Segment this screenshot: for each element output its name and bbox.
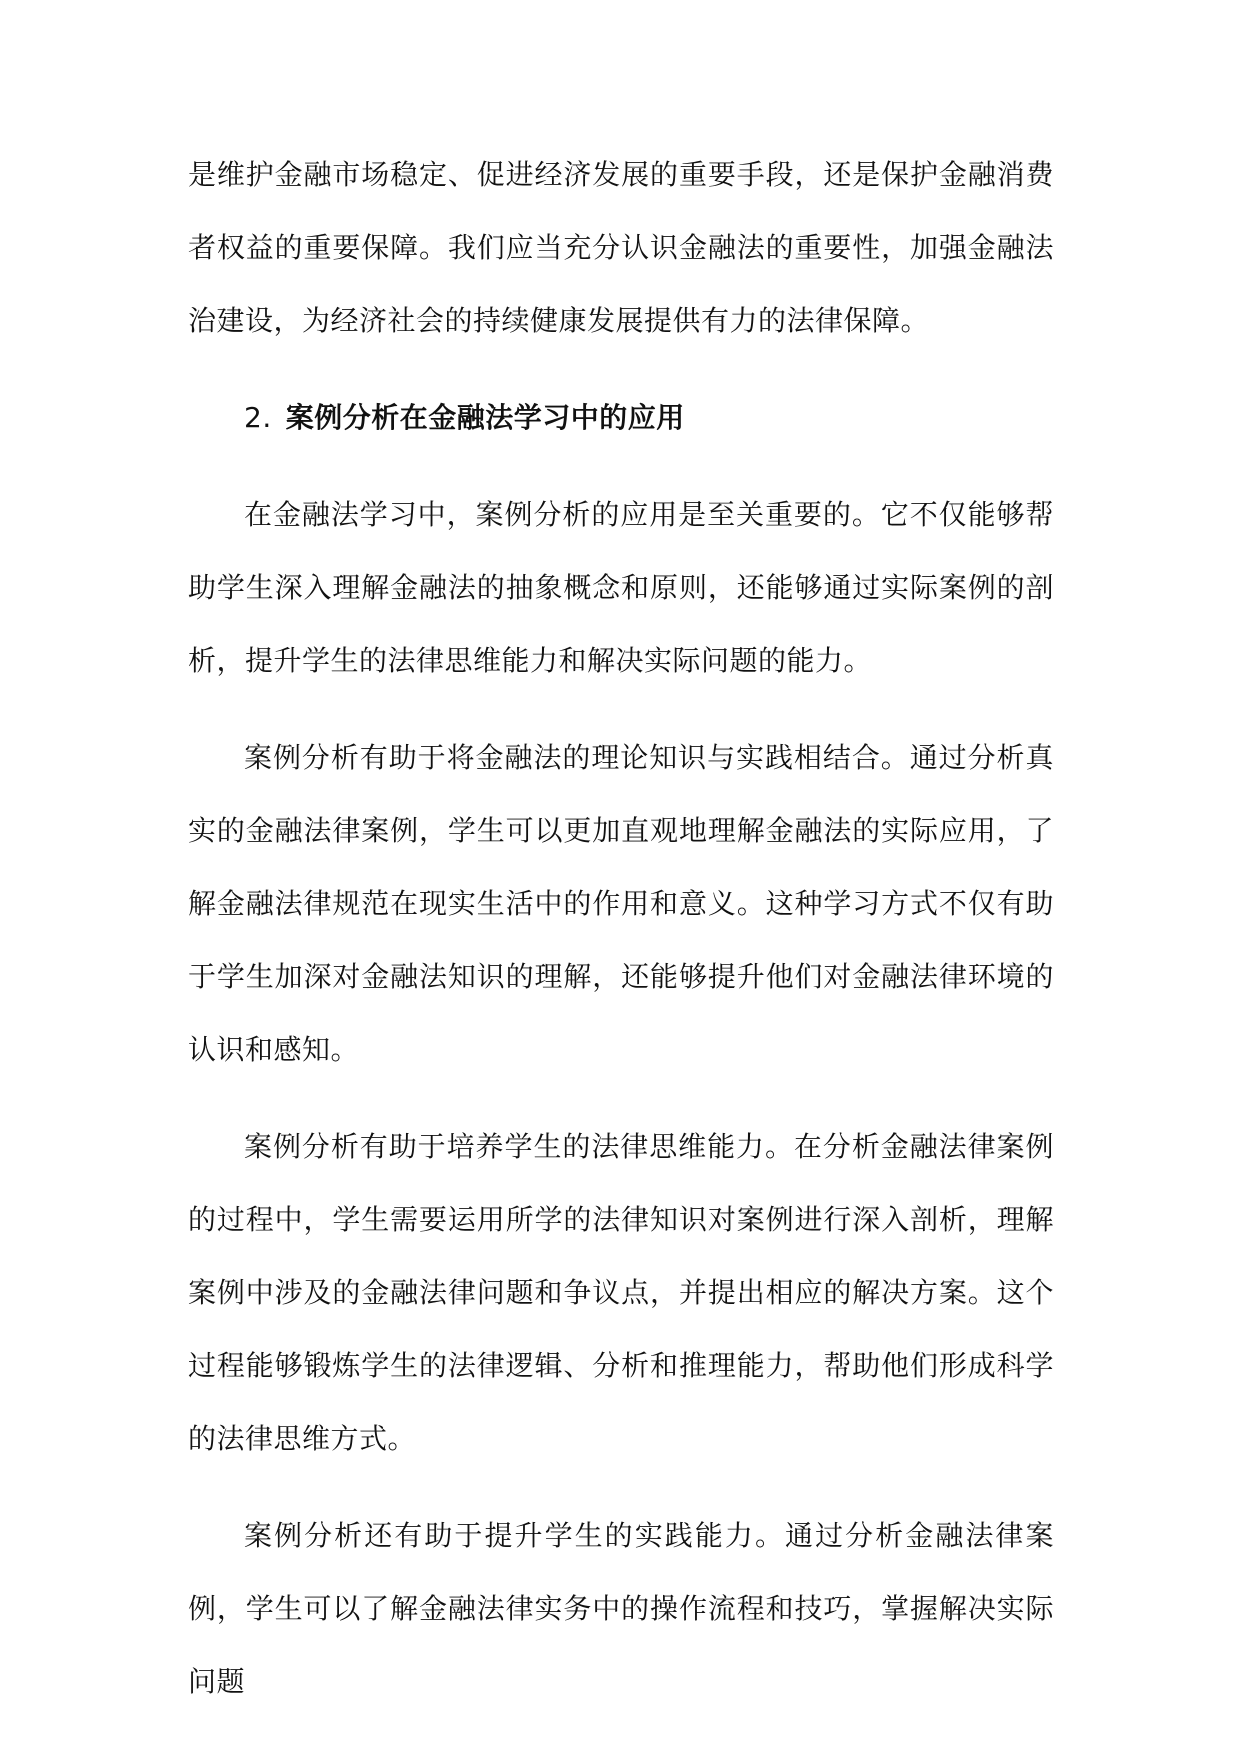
paragraph-theory-practice: 案例分析有助于将金融法的理论知识与实践相结合。通过分析真实的金融法律案例，学生可以更加直观地理解金融法的实际应用，了解金融法律规范在现实生活中的作用和意义。这种学习方式不仅有助于学生加深对金融法知识的理解，还能够提升他们对金融法律环境的认识和感知。 <box>188 741 1054 1066</box>
document-body <box>188 138 1054 1742</box>
section-heading <box>188 381 1054 454</box>
paragraph-practical-ability: 案例分析还有助于提升学生的实践能力。通过分析金融法律案例，学生可以了解金融法律实务中的操作流程和技巧，掌握解决实际问题 <box>188 1519 1054 1698</box>
section-number: 2. <box>244 401 272 434</box>
paragraph-legal-thinking: 案例分析有助于培养学生的法律思维能力。在分析金融法律案例的过程中，学生需要运用所学的法律知识对案例进行深入剖析，理解案例中涉及的金融法律问题和争议点，并提出相应的解决方案。这个过程能够锻炼学生的法律逻辑、分析和推理能力，帮助他们形成科学的法律思维方式。 <box>188 1130 1054 1455</box>
paragraph-continued: 是维护金融市场稳定、促进经济发展的重要手段，还是保护金融消费者权益的重要保障。我们应当充分认识金融法的重要性，加强金融法治建设，为经济社会的持续健康发展提供有力的法律保障。 <box>188 158 1054 337</box>
paragraph-intro: 在金融法学习中，案例分析的应用是至关重要的。它不仅能够帮助学生深入理解金融法的抽象概念和原则，还能够通过实际案例的剖析，提升学生的法律思维能力和解决实际问题的能力。 <box>188 498 1054 677</box>
section-title: 案例分析在金融法学习中的应用 <box>285 401 685 434</box>
